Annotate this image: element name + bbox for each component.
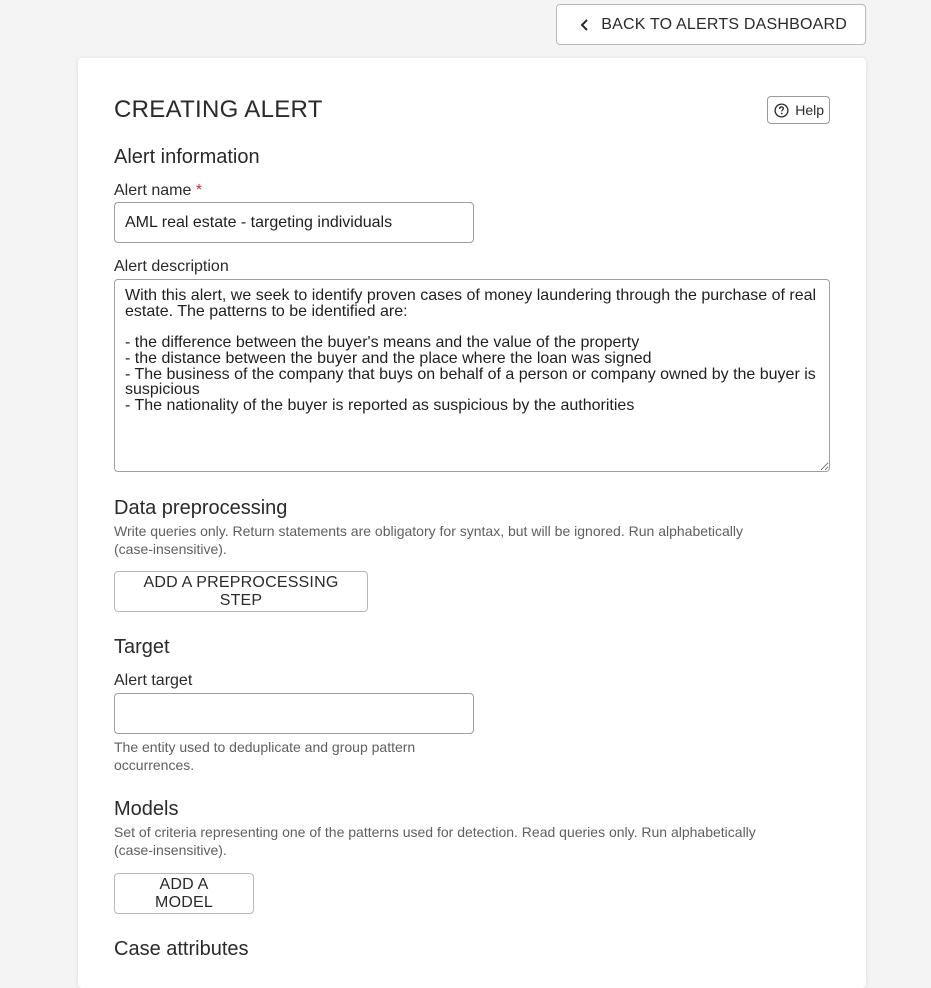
help-button[interactable] (767, 96, 830, 124)
data-preprocessing-helper: Write queries only. Return statements are obligatory for syntax, but will be ignored. Run alphabetically (case-insensitive). (114, 523, 744, 557)
alert-name-label-text: Alert name (114, 182, 192, 199)
help-circle-icon (774, 103, 789, 118)
back-to-dashboard-button[interactable] (556, 4, 866, 45)
alert-form-card (78, 58, 866, 988)
alert-target-input[interactable] (114, 693, 474, 734)
required-marker: * (195, 182, 203, 199)
data-preprocessing-title: Data preprocessing (114, 497, 288, 519)
alert-name-label (114, 182, 202, 200)
case-attributes-title: Case attributes (114, 938, 249, 960)
chevron-left-icon (579, 19, 591, 31)
top-bar (556, 4, 866, 45)
alert-target-helper: The entity used to deduplicate and group pattern occurrences. (114, 739, 416, 773)
alert-target-label: Alert target (114, 672, 193, 689)
add-preprocessing-step-button[interactable]: ADD A PREPROCESSING STEP (114, 571, 368, 612)
models-title: Models (114, 798, 179, 820)
page-title: CREATING ALERT (114, 96, 323, 123)
alert-description-label: Alert description (114, 258, 229, 275)
alert-description-textarea[interactable] (114, 279, 830, 472)
models-helper: Set of criteria representing one of the patterns used for detection. Read queries only. Run alphabetically (case-insensitive). (114, 824, 756, 858)
alert-information-title: Alert information (114, 146, 260, 168)
alert-name-input[interactable] (114, 202, 474, 243)
target-title: Target (114, 636, 170, 658)
add-model-button[interactable]: ADD A MODEL (114, 873, 254, 914)
help-button-label: Help (795, 102, 824, 118)
back-button-label: BACK TO ALERTS DASHBOARD (601, 15, 847, 33)
